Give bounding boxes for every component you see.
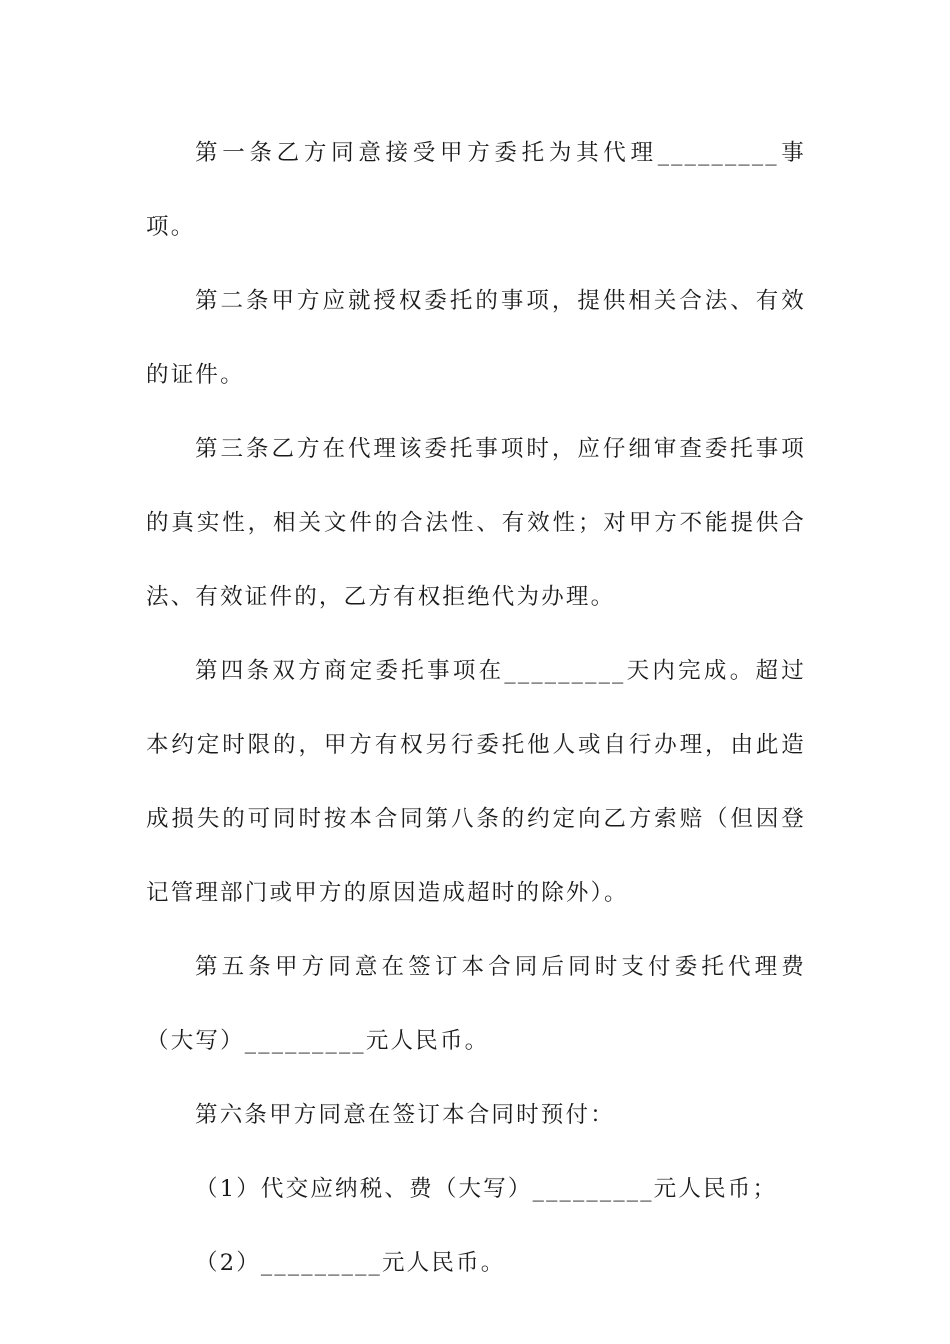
article-1-paragraph: 第一条乙方同意接受甲方委托为其代理_________事项。 [146, 140, 806, 240]
document-page [146, 116, 806, 1300]
article-4-paragraph: 第四条双方商定委托事项在_________天内完成。超过本约定时限的，甲方有权另行委托他人或自行办理，由此造成损失的可同时按本合同第八条的约定向乙方索赔（但因登记管理部门或甲方的原因造成超时的除外）。 [146, 658, 806, 906]
article-6-item-1: （1）代交应纳税、费（大写）_________元人民币； [195, 1176, 778, 1202]
article-6-item-2: （2）_________元人民币。 [195, 1250, 506, 1276]
article-5-paragraph: 第五条甲方同意在签订本合同后同时支付委托代理费（大写）_________元人民币。 [146, 954, 806, 1054]
article-3-paragraph: 第三条乙方在代理该委托事项时，应仔细审查委托事项的真实性，相关文件的合法性、有效性；对甲方不能提供合法、有效证件的，乙方有权拒绝代为办理。 [146, 436, 806, 610]
article-2-paragraph: 第二条甲方应就授权委托的事项，提供相关合法、有效的证件。 [146, 288, 806, 388]
article-6-paragraph: 第六条甲方同意在签订本合同时预付： [195, 1102, 615, 1128]
